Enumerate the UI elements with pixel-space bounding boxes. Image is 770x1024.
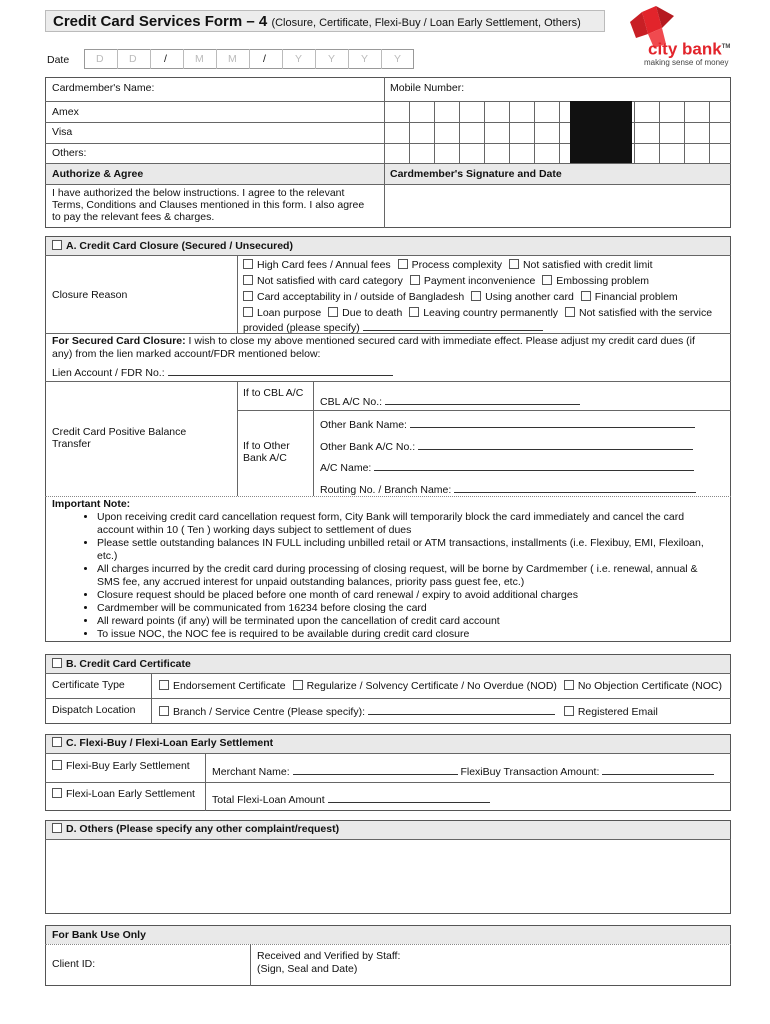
date-y2[interactable]: Y: [328, 53, 336, 65]
date-boxes: [84, 49, 414, 69]
dispatch-branch-field[interactable]: [368, 705, 555, 715]
reason-financial: Financial problem: [594, 291, 678, 303]
date-y4[interactable]: Y: [394, 53, 402, 65]
reason-embossing: Embossing problem: [556, 275, 650, 287]
section-c-heading: [52, 737, 273, 750]
flexiloan-label: Flexi-Loan Early Settlement: [66, 788, 195, 800]
other-bank-ac-field[interactable]: [418, 440, 693, 450]
reason-high-fees: High Card fees / Annual fees: [257, 259, 391, 271]
brand-name-text: city bank: [648, 39, 722, 59]
date-sep2: /: [263, 53, 266, 65]
certificate-options-row: [159, 680, 722, 693]
section-b-heading: [52, 658, 191, 671]
dispatch-branch-checkbox[interactable]: [159, 706, 169, 716]
note-item-1: [97, 511, 728, 537]
dispatch-email: Registered Email: [577, 706, 658, 718]
other-bank-name-field[interactable]: [410, 418, 695, 428]
important-note-heading: Important Note:: [52, 498, 131, 510]
closure-reasons-row-1: [243, 259, 653, 272]
routing-row: [320, 483, 696, 497]
date-sep1: /: [164, 53, 167, 65]
card-number-grid[interactable]: [384, 101, 731, 163]
cert-noc-checkbox[interactable]: [564, 680, 574, 690]
brand-tagline: making sense of money: [644, 58, 729, 67]
section-b-checkbox[interactable]: [52, 658, 62, 668]
flexiloan-option: [52, 788, 195, 801]
note-3-line-2: SMS fee, any accrued interest for unpaid outstanding balances, priority pass guest fee, etc.): [97, 576, 525, 588]
flexibuy-checkbox[interactable]: [52, 760, 62, 770]
other-bank-ac-label: Other Bank A/C No.:: [320, 441, 416, 453]
reason-high-fees-checkbox[interactable]: [243, 259, 253, 269]
ac-name-row: [320, 461, 694, 475]
cert-endorsement-checkbox[interactable]: [159, 680, 169, 690]
reason-death: Due to death: [342, 307, 403, 319]
note-2-line-2: etc.): [97, 550, 118, 562]
reason-acceptability: Card acceptability in / outside of Bangladesh: [257, 291, 465, 303]
reason-credit-limit: Not satisfied with credit limit: [522, 259, 653, 271]
section-d-heading-text: D. Others (Please specify any other complaint/request): [66, 823, 340, 835]
note-1-line-1: Upon receiving credit card cancellation request form, City Bank will temporarily block the card immediately and cancel the card: [97, 511, 685, 523]
date-d1[interactable]: D: [96, 53, 104, 65]
reason-category-checkbox[interactable]: [243, 275, 253, 285]
form-subtitle: (Closure, Certificate, Flexi-Buy / Loan Early Settlement, Others): [271, 17, 581, 29]
reason-death-checkbox[interactable]: [328, 307, 338, 317]
date-label: Date: [47, 54, 70, 66]
closure-reasons-row-2: [243, 275, 649, 288]
total-loan-row: [212, 793, 490, 807]
reason-provided-text: provided (please specify): [243, 322, 360, 334]
section-a-heading-text: A. Credit Card Closure (Secured / Unsecured): [66, 240, 293, 252]
cbl-ac-field[interactable]: [385, 395, 580, 405]
dispatch-email-checkbox[interactable]: [564, 706, 574, 716]
authorize-text-2: Terms, Conditions and Clauses mentioned in this form. I also agree: [52, 199, 365, 211]
note-item-6: [97, 615, 728, 628]
dispatch-location-label: Dispatch Location: [52, 704, 136, 716]
form-title-main: Credit Card Services Form – 4: [53, 13, 268, 30]
form-title: [53, 13, 581, 32]
note-5-line-1: Cardmember will be communicated from 16234 before closing the card: [97, 602, 427, 614]
note-2-line-1: Please settle outstanding balances IN FULL including unbilled retail or ATM transactions, installments (i.e. Flexibuy, EMI, Flexiloan,: [97, 537, 704, 549]
reason-process: Process complexity: [411, 259, 503, 271]
note-6-line-1: All reward points (if any) will be terminated upon the cancellation of credit card account: [97, 615, 500, 627]
other-request-field[interactable]: [47, 841, 729, 912]
received-verified-sub: (Sign, Seal and Date): [257, 963, 358, 975]
note-item-4: [97, 589, 728, 602]
dispatch-branch: Branch / Service Centre (Please specify):: [173, 706, 365, 718]
signature-heading: Cardmember's Signature and Date: [390, 168, 562, 180]
flexibuy-option: [52, 760, 190, 773]
note-item-3: [97, 563, 728, 589]
date-y1[interactable]: Y: [295, 53, 303, 65]
secured-closure-text-1: I wish to close my above mentioned secured card with immediate effect. Please adjust my credit card dues (if: [185, 335, 695, 347]
section-c-checkbox[interactable]: [52, 737, 62, 747]
transaction-label: FlexiBuy Transaction Amount:: [460, 766, 600, 778]
note-item-5: [97, 602, 728, 615]
cert-solvency-checkbox[interactable]: [293, 680, 303, 690]
reason-loan-checkbox[interactable]: [243, 307, 253, 317]
note-3-line-1: All charges incurred by the credit card during processing of closing request, will be borne by Cardmember ( i.e. renewal, annual &: [97, 563, 698, 575]
reason-leaving-checkbox[interactable]: [409, 307, 419, 317]
date-m1[interactable]: M: [195, 53, 204, 65]
lien-account-label: Lien Account / FDR No.:: [52, 367, 165, 379]
secured-closure-bold: For Secured Card Closure:: [52, 335, 186, 347]
other-bank-name-label: Other Bank Name:: [320, 419, 407, 431]
closure-reasons-row-3: [243, 291, 678, 304]
certificate-type-label: Certificate Type: [52, 679, 125, 691]
bank-use-heading: For Bank Use Only: [52, 929, 146, 941]
reason-embossing-checkbox[interactable]: [542, 275, 552, 285]
other-bank-ac-row: [320, 440, 693, 454]
authorize-heading: Authorize & Agree: [52, 168, 144, 180]
reason-specify-field[interactable]: [363, 321, 543, 331]
ac-name-label: A/C Name:: [320, 462, 372, 474]
cbl-ac-option: If to CBL A/C: [243, 387, 304, 399]
reason-payment-checkbox[interactable]: [410, 275, 420, 285]
received-verified-label: Received and Verified by Staff:: [257, 950, 401, 962]
date-d2[interactable]: D: [129, 53, 137, 65]
routing-field[interactable]: [454, 483, 696, 493]
cert-endorsement: Endorsement Certificate: [173, 680, 286, 692]
note-item-7: [97, 628, 728, 641]
reason-service-checkbox[interactable]: [565, 307, 575, 317]
closure-reasons-row-4: [243, 307, 712, 320]
flexibuy-label: Flexi-Buy Early Settlement: [66, 760, 190, 772]
reason-payment: Payment inconvenience: [423, 275, 536, 287]
reason-credit-limit-checkbox[interactable]: [509, 259, 519, 269]
brand-tm: TM: [721, 44, 731, 50]
card-type-visa[interactable]: Visa: [52, 126, 73, 138]
secured-closure-line-2: any) from the lien marked account/FDR mentioned below:: [52, 348, 321, 360]
authorize-text-1: I have authorized the below instructions. I agree to the relevant: [52, 187, 345, 199]
merchant-field[interactable]: [293, 765, 458, 775]
note-item-2: [97, 537, 728, 563]
dispatch-options-row: [159, 705, 658, 719]
routing-label: Routing No. / Branch Name:: [320, 484, 452, 496]
other-bank-option-2: Bank A/C: [243, 452, 287, 464]
reason-service: Not satisfied with the service: [578, 307, 713, 319]
total-loan-field[interactable]: [328, 793, 490, 803]
reason-category: Not satisfied with card category: [257, 275, 403, 287]
reason-acceptability-checkbox[interactable]: [243, 291, 253, 301]
date-m2[interactable]: M: [228, 53, 237, 65]
cardmember-name-label[interactable]: Cardmember's Name:: [52, 82, 155, 94]
cbl-ac-row: [320, 395, 580, 409]
card-type-amex[interactable]: Amex: [52, 106, 79, 118]
date-y3[interactable]: Y: [361, 53, 369, 65]
lien-account-row: [52, 366, 393, 380]
section-d-heading: [52, 823, 339, 836]
merchant-label: Merchant Name:: [212, 766, 290, 778]
reason-process-checkbox[interactable]: [398, 259, 408, 269]
masked-digits-block: [570, 101, 632, 163]
section-a-heading: [52, 240, 293, 253]
client-id-label[interactable]: Client ID:: [52, 958, 96, 970]
card-type-others[interactable]: Others:: [52, 147, 87, 159]
section-c-heading-text: C. Flexi-Buy / Flexi-Loan Early Settlement: [66, 737, 274, 749]
authorize-text-3: to pay the relevant fees & charges.: [52, 211, 215, 223]
ac-name-field[interactable]: [374, 461, 694, 471]
reason-loan: Loan purpose: [257, 307, 322, 319]
other-bank-option-1: If to Other: [243, 440, 290, 452]
section-a-checkbox[interactable]: [52, 240, 62, 250]
transaction-field[interactable]: [602, 765, 714, 775]
reason-leaving: Leaving country permanently: [423, 307, 559, 319]
positive-balance-label-1: Credit Card Positive Balance: [52, 426, 187, 438]
note-7-line-1: To issue NOC, the NOC fee is required to be available during credit card closure: [97, 628, 470, 640]
reason-another-card: Using another card: [485, 291, 574, 303]
note-1-line-2: account within 10 ( Ten ) working days subject to settlement of dues: [97, 524, 412, 536]
cert-solvency: Regularize / Solvency Certificate / No Overdue (NOD): [306, 680, 557, 692]
section-b-heading-text: B. Credit Card Certificate: [66, 658, 191, 670]
other-bank-name-row: [320, 418, 695, 432]
signature-field[interactable]: [386, 186, 729, 226]
important-notes-list: [52, 511, 728, 641]
note-4-line-1: Closure request should be placed before one month of card renewal / expiry to avoid additional charges: [97, 589, 578, 601]
secured-closure-line-1: [52, 335, 695, 348]
cbl-ac-label: CBL A/C No.:: [320, 396, 383, 408]
section-d-checkbox[interactable]: [52, 823, 62, 833]
reason-financial-checkbox[interactable]: [581, 291, 591, 301]
brand-name: [648, 38, 730, 59]
merchant-row: [212, 765, 714, 779]
positive-balance-label-2: Transfer: [52, 438, 91, 450]
lien-account-field[interactable]: [168, 366, 393, 376]
reason-another-card-checkbox[interactable]: [471, 291, 481, 301]
closure-reason-label: Closure Reason: [52, 289, 128, 301]
total-loan-label: Total Flexi-Loan Amount: [212, 794, 325, 806]
cert-noc: No Objection Certificate (NOC): [577, 680, 722, 692]
flexiloan-checkbox[interactable]: [52, 788, 62, 798]
mobile-number-label[interactable]: Mobile Number:: [390, 82, 465, 94]
